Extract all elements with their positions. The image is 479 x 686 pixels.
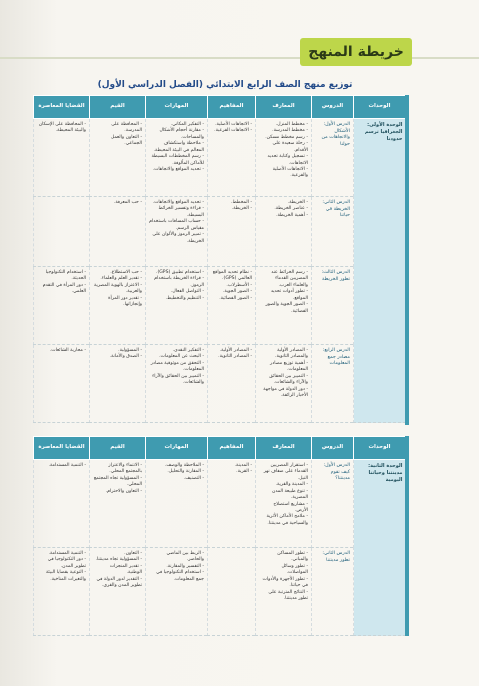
table-row — [34, 460, 406, 548]
concepts-cell — [208, 548, 256, 636]
issues-cell: - استخدام التكنولوجيا الحديثة. - دور المرأة في التقدم العلمي. — [34, 267, 90, 345]
unit-1-name: الوحدة الأولى: الجغرافيا ترسم حدودنا — [354, 119, 406, 423]
concepts-cell: - المخطط. - الخريطة. — [208, 197, 256, 267]
curriculum-table-unit-2 — [33, 436, 406, 636]
knowledge-cell: - المصادر الأولية والمصادر الثانوية. - أهمية توزيع مصادر المعلومات. - التمييز بين الحقائق والآراء والشائعات. - دور الدولة في مواجهة الأخبار الزائفة. — [256, 345, 312, 423]
issues-cell: - التنمية المستدامة. - دور التكنولوجيا في تطوير المدن. - التوعية بقضايا البيئة والتغيرات المناخية. — [34, 548, 90, 636]
values-cell: - التعاون. - المسؤولية تجاه مدينتنا. - تقدير المنجزات الوطنية. - التقدير لدور الدولة في تطوير المدن والقرى. — [90, 548, 146, 636]
lesson-name: الدرس الأول: الأشكال والاتجاهات من حولنا — [312, 119, 354, 197]
table-subtitle: توزيع منهج الصف الرابع الابتدائي (الفصل الدراسي الأول) — [97, 80, 353, 90]
lesson-name: الدرس الثالث: تطور الخريطة — [312, 267, 354, 345]
values-cell: - الانتماء والاعتزاز بالمجتمع المحلي. - المسؤولية تجاه المجتمع المحلي. - التعاون والاحترام. — [90, 460, 146, 548]
page-title: خريطة المنهج — [300, 38, 412, 66]
table-row — [34, 548, 406, 636]
values-cell: - حب الاستطلاع. - تقدير العلم والعلماء. - الاعتزاز بالهوية المصرية والعربية. - تقدير دور المرأة وإنجازاتها. — [90, 267, 146, 345]
unit-1-side-bar — [405, 95, 409, 425]
knowledge-cell: - تطور المساكن والمباني. - تطور وسائل المواصلات. - تطور الأجهزة والأدوات في حياتنا. - النتائج المترتبة على تطور مدينتنا. — [256, 548, 312, 636]
skills-cell: - الربط بين الماضي والحاضر. - التفسير والمقارنة. - استخدام التكنولوجيا في جمع المعلومات. — [146, 548, 208, 636]
lesson-name: الدرس الرابع: مصادر جمع المعلومات — [312, 345, 354, 423]
concepts-cell: - نظام تحديد المواقع العالمي (GPS). - الأسطرلاب. - الصور الجوية. - الصور الفضائية. — [208, 267, 256, 345]
col-concepts: المفاهيم — [208, 96, 256, 119]
table-header-row — [34, 437, 406, 460]
table-header-row — [34, 96, 406, 119]
knowledge-cell: - مخطط المنزل. - مخطط المدرسة. - رسم مخطط مسكن. - رحلة سعيدة على الأقدام. - تسجيل وكتابة تحديد الاتجاهات. - الاتجاهات الأصلية والفرعية. — [256, 119, 312, 197]
col-units: الوحدات — [354, 96, 406, 119]
issues-cell: - المحافظة على الإسكان والبيئة المحيطة. — [34, 119, 90, 197]
concepts-cell: - المصادر الأولية. - المصادر الثانوية. — [208, 345, 256, 423]
values-cell: - المسؤولية. - الصدق والأمانة. — [90, 345, 146, 423]
skills-cell: - تحديد المواقع والاتجاهات. - قراءة وتفسير الخرائط البسيطة. - حساب المسافات باستخدام مقياس الرسم. - تمييز الرموز والألوان على الخريطة. — [146, 197, 208, 267]
skills-cell: - الملاحظة والوصف. - المقارنة والتحليل. - التصنيف. — [146, 460, 208, 548]
unit-2-name: الوحدة الثانية: مدينتنا وحياتنا اليومية — [354, 460, 406, 636]
table-row — [34, 267, 406, 345]
lesson-name: الدرس الثاني: تطور مدينتنا — [312, 548, 354, 636]
skills-cell: - استخدام تطبيق (GPS). - قراءة الخريطة باستخدام الرموز. - التواصل الفعال. - التنظيم والتخطيط. — [146, 267, 208, 345]
col-lessons: الدروس — [312, 437, 354, 460]
lesson-name: الدرس الأول: كيف تقوم مدينتنا؟ — [312, 460, 354, 548]
values-cell: - المحافظة على المدرسة. - التعاون والعمل الجماعي. — [90, 119, 146, 197]
values-cell: - حب المعرفة. — [90, 197, 146, 267]
knowledge-cell: - الخريطة. - عناصر الخريطة. - أهمية الخريطة. — [256, 197, 312, 267]
table-row — [34, 197, 406, 267]
col-values: القيم — [90, 437, 146, 460]
col-lessons: الدروس — [312, 96, 354, 119]
col-concepts: المفاهيم — [208, 437, 256, 460]
issues-cell: - التنمية المستدامة. — [34, 460, 90, 548]
table-row — [34, 345, 406, 423]
concepts-cell: - المدينة. - القرية. — [208, 460, 256, 548]
col-knowledge: المعارف — [256, 437, 312, 460]
col-skills: المهارات — [146, 437, 208, 460]
concepts-cell: - الاتجاهات الأصلية. - الاتجاهات الفرعية. — [208, 119, 256, 197]
curriculum-table-unit-1 — [33, 95, 406, 423]
skills-cell: - التفكير المكاني. - مقارنة أحجام الأشكال والمساحات. - ملاحظة واستكشاف المعالم في البيئة المحيطة. - رسم المخططات البسيطة للأماكن المألوفة. - تحديد المواقع والاتجاهات. — [146, 119, 208, 197]
issues-cell — [34, 197, 90, 267]
knowledge-cell: - رسم الخرائط عند المصريين القدماء والعلماء العرب. - تطور أدوات تحديد المواقع. - الصور الجوية والصور الفضائية. — [256, 267, 312, 345]
col-units: الوحدات — [354, 437, 406, 460]
col-issues: القضايا المعاصرة — [34, 437, 90, 460]
col-knowledge: المعارف — [256, 96, 312, 119]
unit-2-side-bar — [405, 436, 409, 636]
col-issues: القضايا المعاصرة — [34, 96, 90, 119]
col-skills: المهارات — [146, 96, 208, 119]
table-row — [34, 119, 406, 197]
issues-cell: - محاربة الشائعات. — [34, 345, 90, 423]
lesson-name: الدرس الثاني: الخريطة في حياتنا — [312, 197, 354, 267]
knowledge-cell: - استقرار المصريين القدماء على ضفاف نهر النيل. - المدينة والقرية. - تنوع طبيعة المدن المصرية. - مشاريع استصلاح الأرض. - ملامح الأماكن الأثرية والسياحية في مدينتنا. — [256, 460, 312, 548]
col-values: القيم — [90, 96, 146, 119]
skills-cell: - التفكير النقدي. - البحث عن المعلومات. - التحقق من موثوقية مصادر المعلومات. - التمييز بين الحقائق والآراء والشائعات. — [146, 345, 208, 423]
